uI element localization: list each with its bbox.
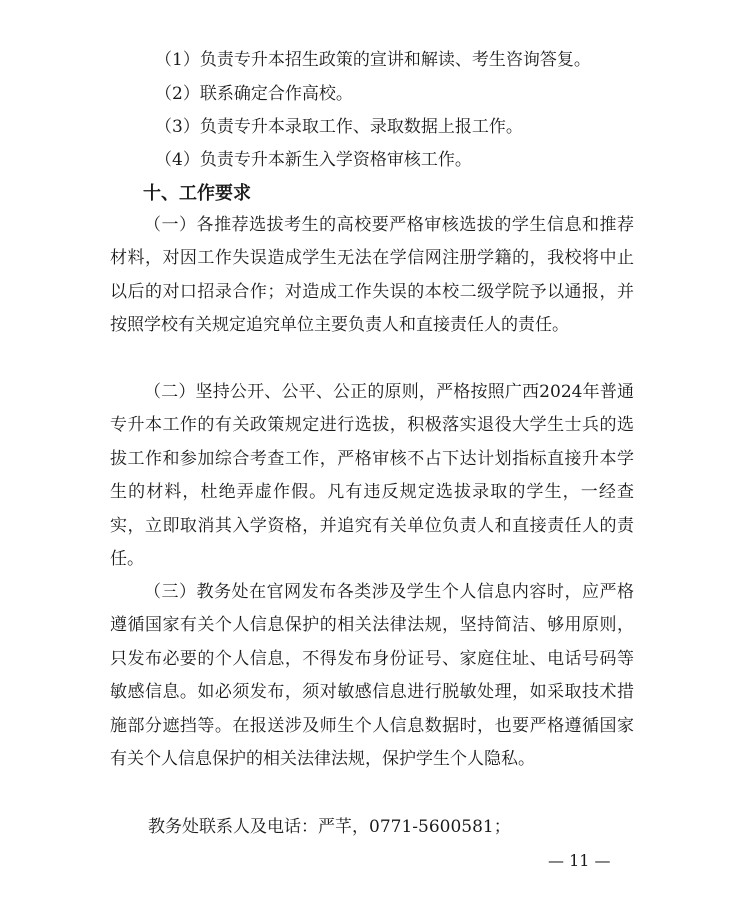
page-number: — 11 — [548, 851, 611, 870]
duty-item-2: （2）联系确定合作高校。 [155, 84, 353, 104]
duty-item-4: （4）负责专升本新生入学资格审核工作。 [155, 150, 472, 170]
duty-item-3: （3）负责专升本录取工作、录取数据上报工作。 [155, 117, 523, 137]
requirement-paragraph-2: （二）坚持公开、公平、公正的原则，严格按照广西2024年普通专升本工作的有关政策规定进行选拔，积极落实退役大学生士兵的选拔工作和参加综合考查工作，严格审核不占下达计划指标直接升本学生的材料，杜绝弄虚作假。凡有违反规定选拔录取的学生，一经查实，立即取消其入学资格，并追究有关单位负责人和直接责任人的责任。 [110, 382, 634, 570]
requirement-paragraph-3: （三）教务处在官网发布各类涉及学生个人信息内容时，应严格遵循国家有关个人信息保护的相关法律法规，坚持简洁、够用原则，只发布必要的个人信息，不得发布身份证号、家庭住址、电话号码等敏感信息。如必须发布，须对敏感信息进行脱敏处理，如采取技术措施部分遮挡等。在报送涉及师生个人信息数据时，也要严格遵循国家有关个人信息保护的相关法律法规，保护学生个人隐私。 [110, 582, 634, 770]
duty-item-1: （1）负责专升本招生政策的宣讲和解读、考生咨询答复。 [155, 50, 591, 70]
requirement-paragraph-1: （一）各推荐选拔考生的高校要严格审核选拔的学生信息和推荐材料，对因工作失误造成学生无法在学信网注册学籍的，我校将中止以后的对口招录合作；对造成工作失误的本校二级学院予以通报，并按照学校有关规定追究单位主要负责人和直接责任人的责任。 [110, 215, 634, 336]
section-heading: 十、工作要求 [143, 183, 251, 204]
contact-line: 教务处联系人及电话：严芊，0771-5600581； [148, 817, 511, 837]
